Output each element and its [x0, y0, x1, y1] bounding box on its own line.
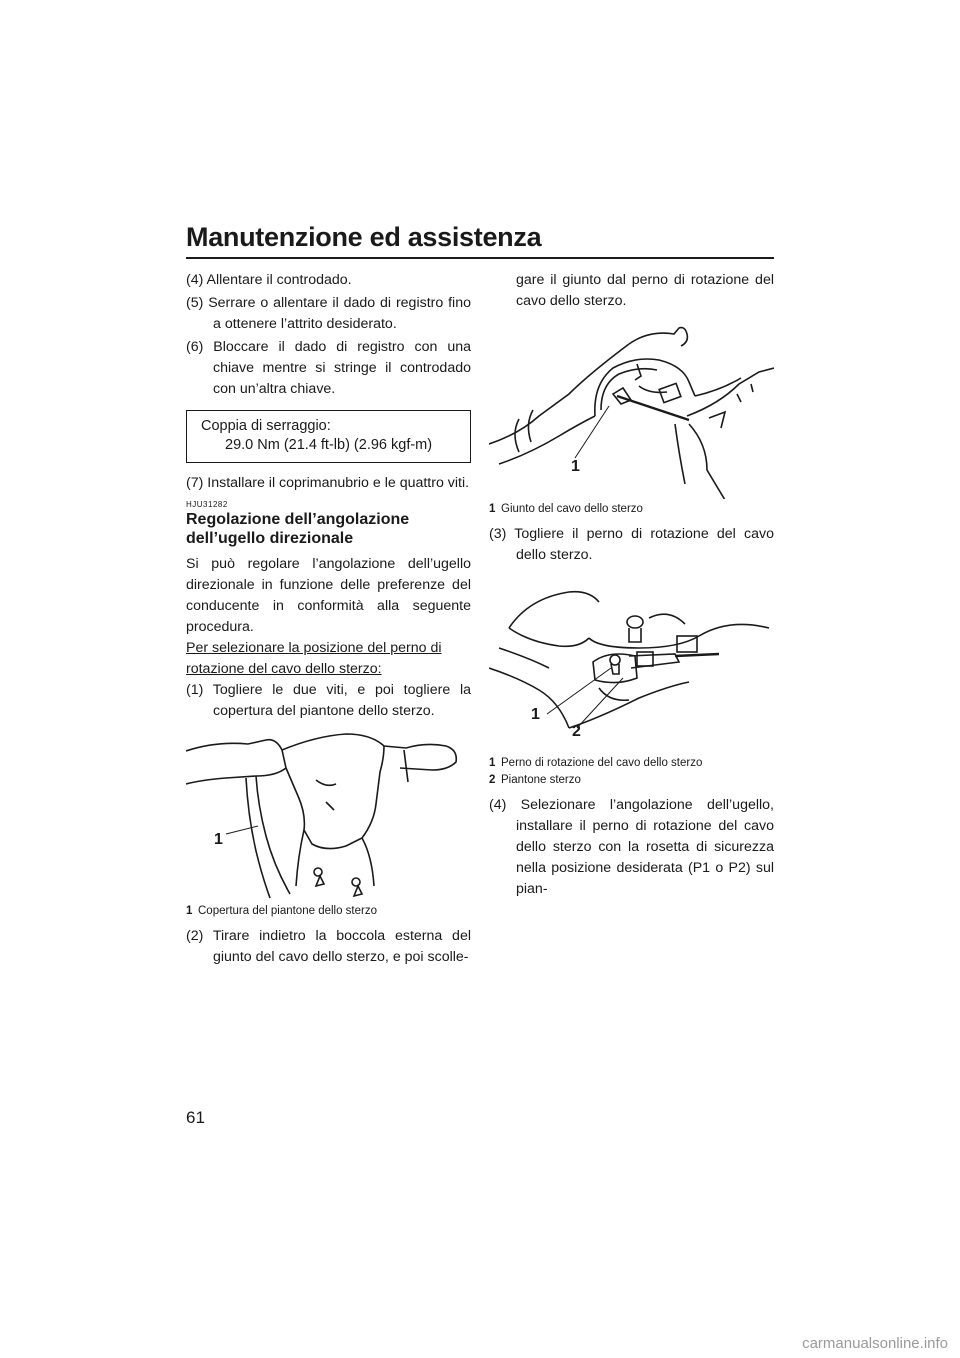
caption-text: Perno di rotazione del cavo dello sterzo: [501, 757, 703, 769]
torque-spec-box: [186, 410, 471, 463]
cable-joint-illustration: [489, 324, 774, 499]
caption-text: Giunto del cavo dello sterzo: [501, 503, 643, 515]
step-4: (4) Allentare il controdado.: [186, 272, 352, 288]
step-2-continued: gare il giunto dal perno di rotazione del cavo dello sterzo.: [516, 272, 774, 309]
left-column: [186, 270, 471, 970]
section-title: Regolazione dell’angolazione dell’ugello direzionale: [186, 511, 410, 547]
step-6: (6) Bloccare il dado di registro con una chiave mentre si stringe il controdado con un’altra chiave.: [186, 339, 471, 397]
figure-caption: [489, 501, 774, 518]
figure-caption: [489, 755, 774, 789]
step-2: (2) Tirare indietro la boccola esterna del giunto del cavo dello sterzo, e poi scolle-: [186, 928, 471, 965]
watermark: carmanualsonline.info: [802, 1335, 948, 1352]
figure-caption: [186, 903, 471, 920]
steering-cover-illustration: [186, 726, 471, 901]
page-number: 61: [186, 1108, 205, 1127]
torque-spec-label: Coppia di serraggio:: [201, 418, 331, 434]
callout-2: 2: [572, 723, 581, 740]
caption-number: 1: [489, 503, 496, 515]
caption-number: 1: [489, 757, 496, 769]
step-7: (7) Installare il coprimanubrio e le quattro viti.: [186, 475, 470, 491]
step-1: (1) Togliere le due viti, e poi togliere la copertura del piantone dello sterzo.: [186, 682, 471, 719]
caption-number: 2: [489, 774, 496, 786]
figure-cable-pivot: [489, 578, 774, 753]
step-5: (5) Serrare o allentare il dado di registro fino a ottenere l’attrito desiderato.: [186, 295, 471, 332]
step-4-nozzle: (4) Selezionare l’angolazione dell’ugello, installare il perno di rotazione del cavo dello sterzo con la rosetta di sicurezza nella posizione desiderata (P1 o P2) sul pian-: [489, 797, 774, 897]
callout-1: 1: [531, 706, 540, 723]
torque-spec-value: 29.0 Nm (21.4 ft-lb) (2.96 kgf-m): [225, 437, 433, 453]
section-code: HJU31282: [186, 500, 228, 509]
header-divider: [186, 257, 774, 259]
figure-steering-column-cover: [186, 726, 471, 901]
caption-number: 1: [186, 905, 193, 917]
step-3: (3) Togliere il perno di rotazione del cavo dello sterzo.: [489, 526, 774, 563]
caption-text: Copertura del piantone dello sterzo: [198, 905, 378, 917]
caption-text: Piantone sterzo: [501, 774, 581, 786]
procedure-subheading: Per selezionare la posizione del perno di rotazione del cavo dello sterzo:: [186, 640, 442, 677]
callout-1: 1: [571, 458, 580, 475]
page-title: Manutenzione ed assistenza: [186, 222, 542, 252]
right-column: [489, 270, 774, 902]
pivot-illustration: [489, 578, 774, 753]
figure-steering-cable-joint: [489, 324, 774, 499]
intro-paragraph: Si può regolare l’angolazione dell’ugello direzionale in funzione delle preferenze del conducente in conformità alla seguente procedura.: [186, 556, 471, 635]
callout-1: 1: [214, 831, 223, 848]
